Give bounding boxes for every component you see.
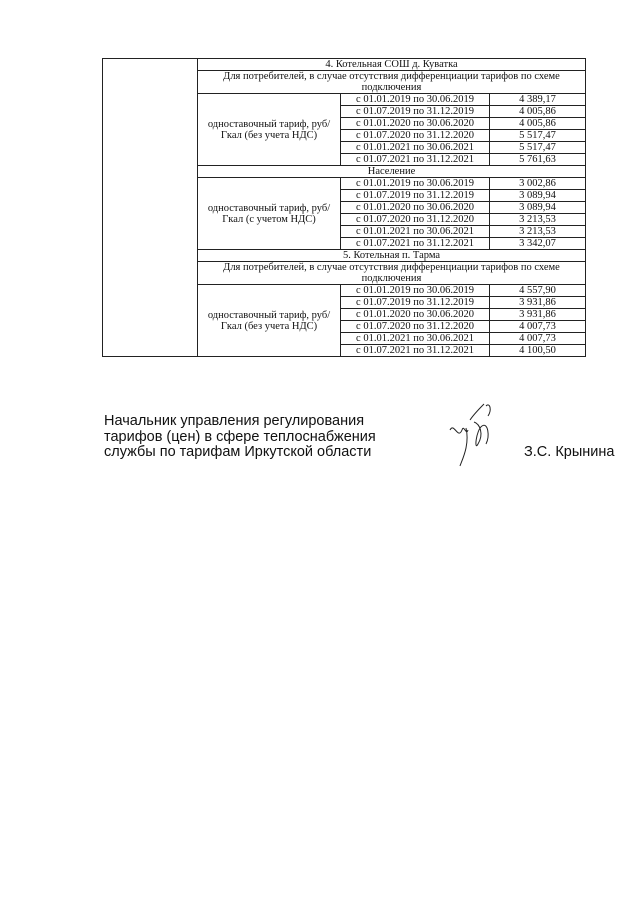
value-cell: 3 931,86 [490,297,586,309]
value-cell: 3 089,94 [490,202,586,214]
period-cell: с 01.07.2020 по 31.12.2020 [341,214,490,226]
signature-title-block [104,414,376,461]
value-cell: 4 007,73 [490,321,586,333]
period-cell: с 01.01.2019 по 30.06.2019 [341,285,490,297]
group-header: Для потребителей, в случае отсутствия дифференциации тарифов по схеме подключения [198,71,586,94]
value-cell: 5 517,47 [490,130,586,142]
value-cell: 5 517,47 [490,142,586,154]
value-cell: 4 005,86 [490,106,586,118]
tariff-description: одноставочный тариф, руб/Гкал (без учета НДС) [198,94,341,166]
value-cell: 5 761,63 [490,154,586,166]
value-cell: 4 557,90 [490,285,586,297]
signature-line-2: тарифов (цен) в сфере теплоснабжения [104,428,376,445]
period-cell: с 01.07.2019 по 31.12.2019 [341,190,490,202]
value-cell: 3 213,53 [490,214,586,226]
value-cell: 3 089,94 [490,190,586,202]
period-cell: с 01.01.2019 по 30.06.2019 [341,94,490,106]
period-cell: с 01.01.2020 по 30.06.2020 [341,309,490,321]
period-cell: с 01.07.2019 по 31.12.2019 [341,297,490,309]
tariff-table [102,58,586,357]
period-cell: с 01.01.2021 по 30.06.2021 [341,142,490,154]
period-cell: с 01.07.2020 по 31.12.2020 [341,130,490,142]
value-cell: 4 007,73 [490,333,586,345]
section-title: 5. Котельная п. Тарма [198,250,586,262]
period-cell: с 01.07.2021 по 31.12.2021 [341,345,490,357]
signature-line-1: Начальник управления регулирования [104,413,365,429]
period-cell: с 01.01.2020 по 30.06.2020 [341,118,490,130]
period-cell: с 01.01.2021 по 30.06.2021 [341,333,490,345]
value-cell: 3 931,86 [490,309,586,321]
value-cell: 3 213,53 [490,226,586,238]
tariff-description: одноставочный тариф, руб/Гкал (с учетом НДС) [198,178,341,250]
section-title: 4. Котельная СОШ д. Куватка [198,59,586,71]
signer-name: З.С. Крынина [524,444,615,460]
period-cell: с 01.01.2021 по 30.06.2021 [341,226,490,238]
period-cell: с 01.07.2019 по 31.12.2019 [341,106,490,118]
period-cell: с 01.07.2021 по 31.12.2021 [341,238,490,250]
value-cell: 3 002,86 [490,178,586,190]
period-cell: с 01.07.2020 по 31.12.2020 [341,321,490,333]
period-cell: с 01.07.2021 по 31.12.2021 [341,154,490,166]
value-cell: 3 342,07 [490,238,586,250]
value-cell: 4 389,17 [490,94,586,106]
left-blank-column [103,59,198,357]
value-cell: 4 100,50 [490,345,586,357]
period-cell: с 01.01.2019 по 30.06.2019 [341,178,490,190]
period-cell: с 01.01.2020 по 30.06.2020 [341,202,490,214]
group-header: Население [198,166,586,178]
handwritten-signature [440,400,500,470]
group-header: Для потребителей, в случае отсутствия дифференциации тарифов по схеме подключения [198,262,586,285]
value-cell: 4 005,86 [490,118,586,130]
tariff-description: одноставочный тариф, руб/Гкал (без учета НДС) [198,285,341,357]
signature-line-3: службы по тарифам Иркутской области [104,444,372,460]
